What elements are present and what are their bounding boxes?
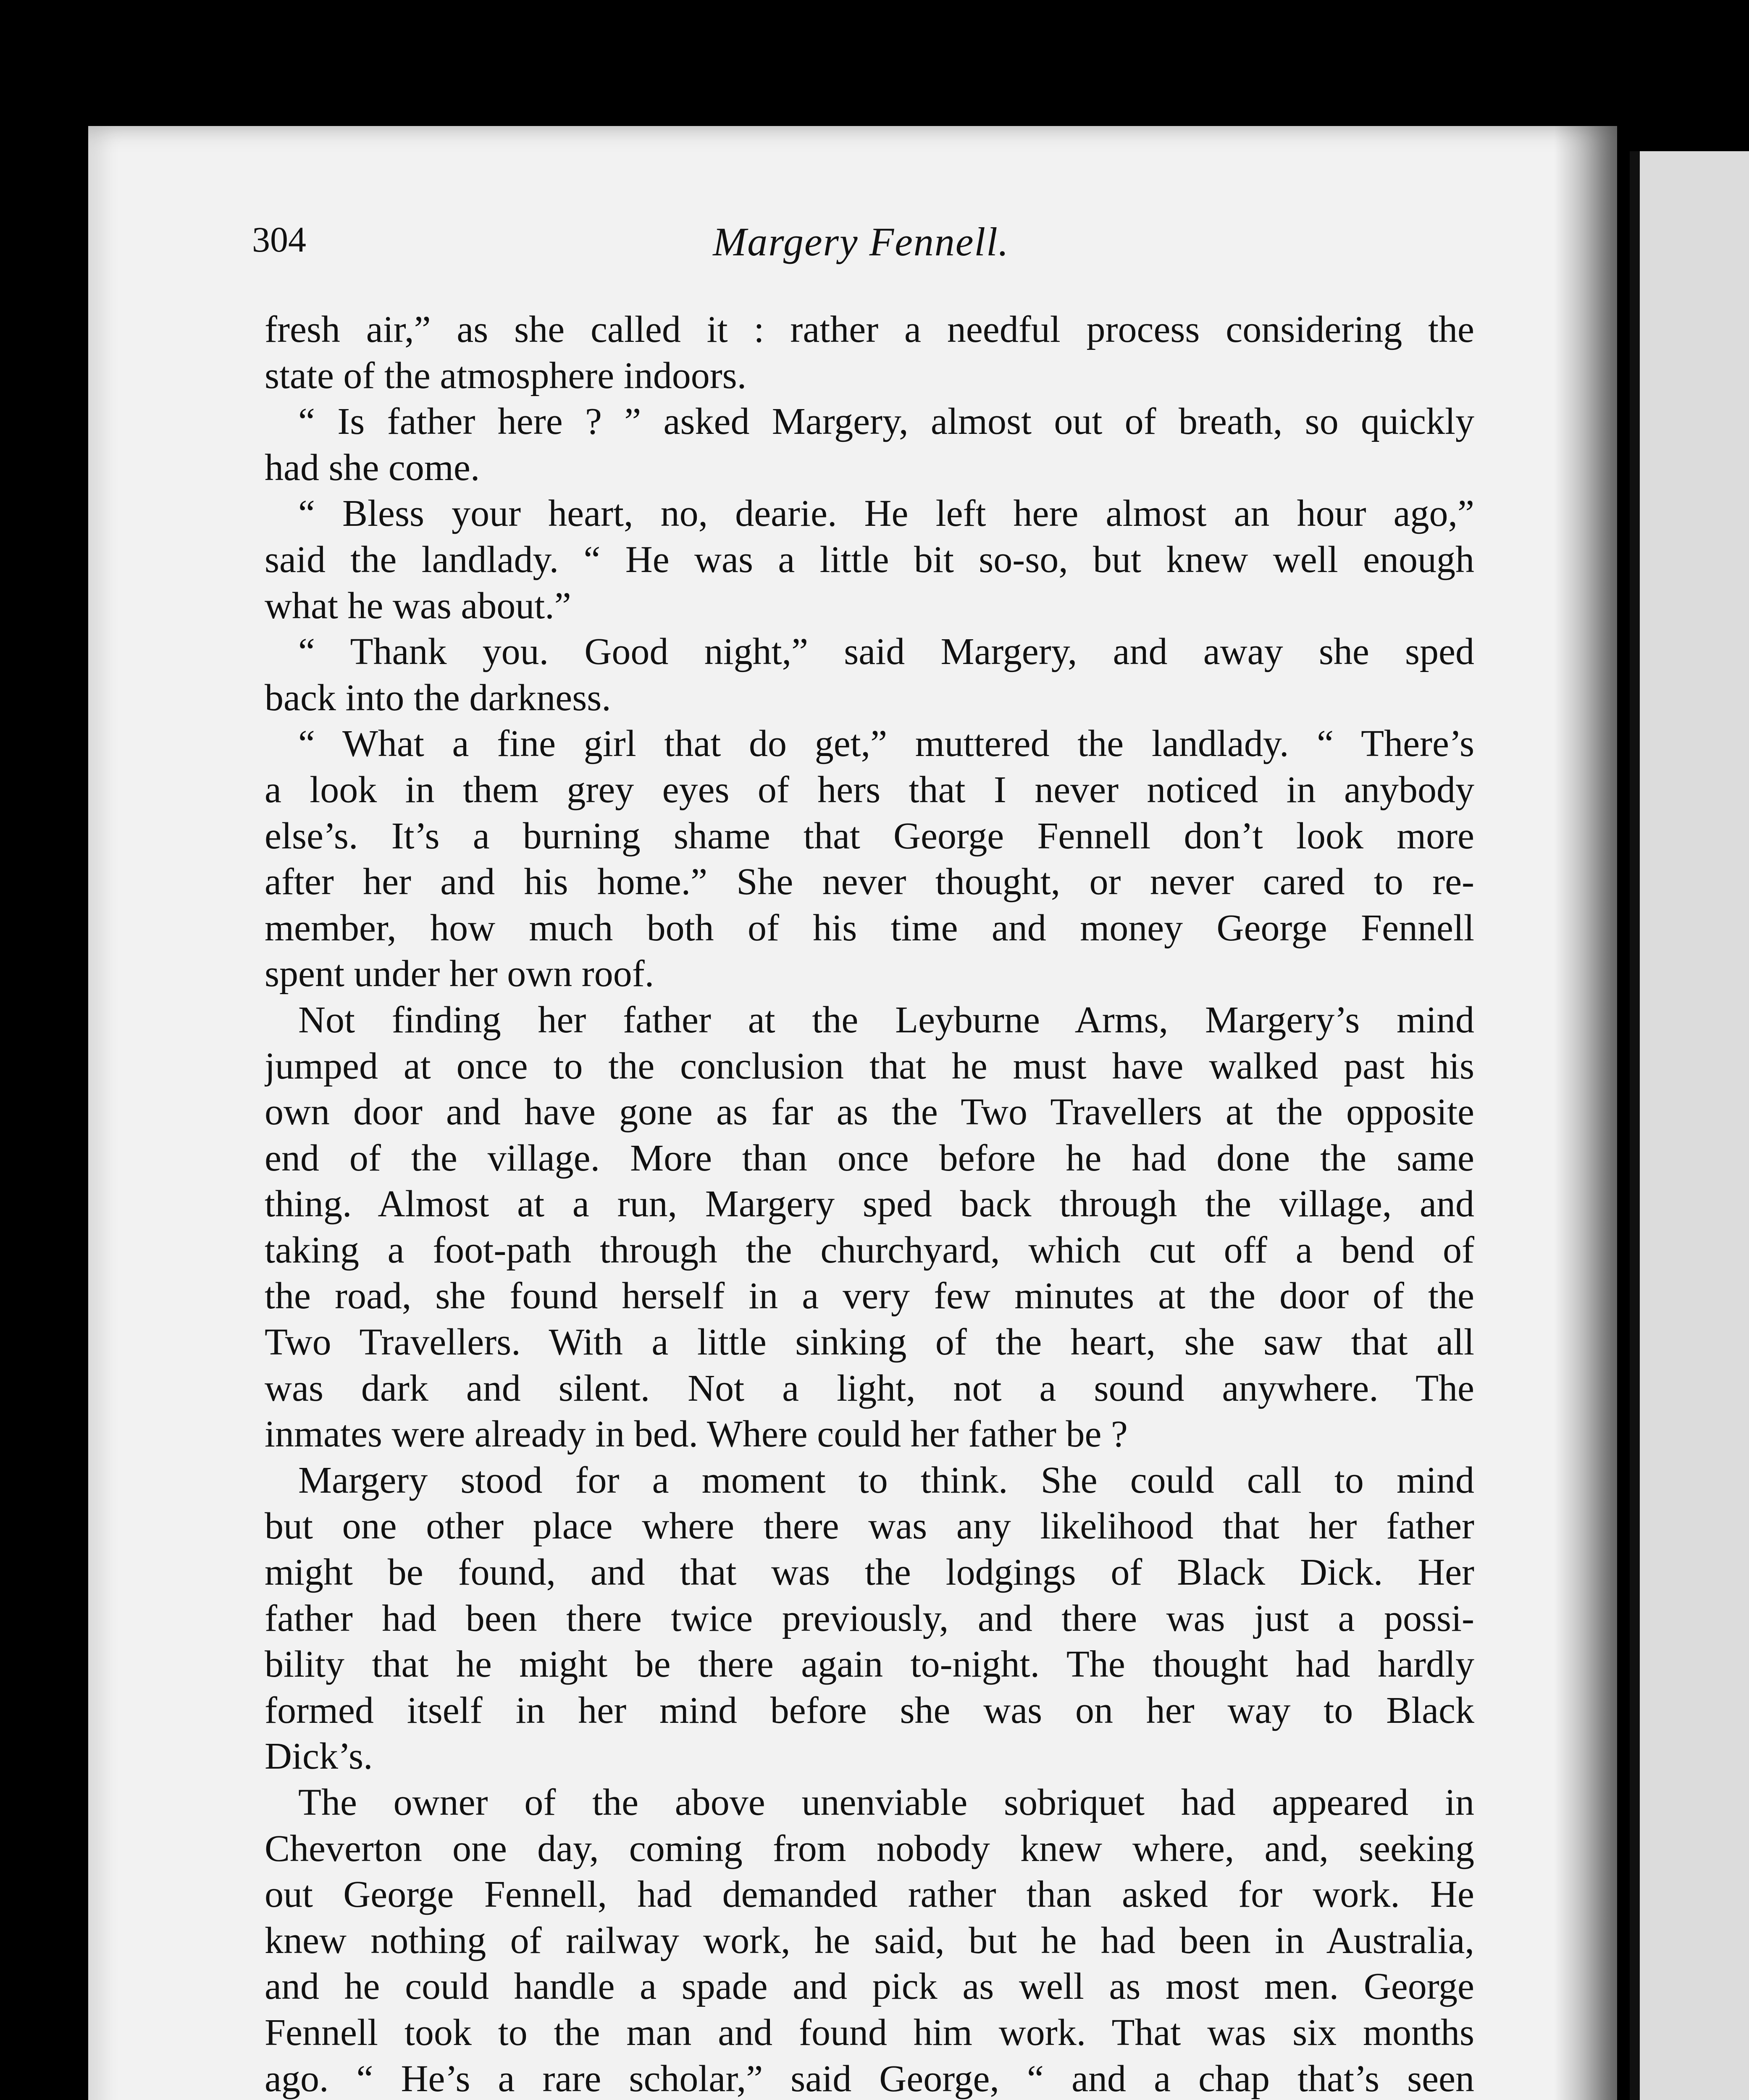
text-line: “ What a fine girl that do get,” muttered the landlady. “ There’s — [298, 723, 1474, 765]
text-line: else’s. It’s a burning shame that George Fennell don’t look more — [265, 815, 1474, 857]
text-line: state of the atmosphere indoors. — [265, 354, 747, 396]
text-line: end of the village. More than once before he had done the same — [265, 1137, 1474, 1179]
text-line: and he could handle a spade and pick as well as most men. George — [265, 1966, 1474, 2008]
text-line: knew nothing of railway work, he said, but he had been in Australia, — [265, 1919, 1474, 1961]
text-line: bility that he might be there again to-night. The thought had hardly — [265, 1643, 1474, 1685]
text-line: a look in them grey eyes of hers that I never noticed in anybody — [265, 769, 1474, 811]
text-line: out George Fennell, had demanded rather than asked for work. He — [265, 1874, 1474, 1916]
text-line: was dark and silent. Not a light, not a sound anywhere. The — [265, 1367, 1474, 1409]
text-line: might be found, and that was the lodgings of Black Dick. Her — [265, 1551, 1474, 1593]
facing-page-edge — [1630, 151, 1749, 2100]
text-line: fresh air,” as she called it : rather a needful process considering the — [265, 309, 1474, 350]
text-line: member, how much both of his time and money George Fennell — [265, 907, 1474, 949]
text-line: thing. Almost at a run, Margery sped back through the village, and — [265, 1183, 1474, 1225]
text-line: had she come. — [265, 446, 480, 488]
running-title: Margery Fennell. — [713, 219, 1009, 264]
text-line: Dick’s. — [265, 1735, 373, 1777]
text-line: Two Travellers. With a little sinking of the heart, she saw that all — [265, 1321, 1474, 1363]
text-line: “ Thank you. Good night,” said Margery, and away she sped — [298, 631, 1474, 673]
text-line: inmates were already in bed. Where could her father be ? — [265, 1413, 1128, 1455]
text-line: Cheverton one day, coming from nobody knew where, and, seeking — [265, 1827, 1474, 1869]
text-line: what he was about.” — [265, 585, 571, 627]
gutter-shadow — [1554, 126, 1630, 2100]
text-line: the road, she found herself in a very few minutes at the door of the — [265, 1275, 1474, 1317]
text-line: The owner of the above unenviable sobriquet had appeared in — [298, 1782, 1474, 1823]
running-head — [252, 218, 1470, 265]
text-line: Fennell took to the man and found him work. That was six months — [265, 2011, 1474, 2053]
text-line: formed itself in her mind before she was on her way to Black — [265, 1689, 1474, 1731]
scan-border — [0, 0, 88, 2100]
text-line: after her and his home.” She never thought, or never cared to re- — [265, 861, 1474, 903]
text-line: father had been there twice previously, and there was just a possi- — [265, 1597, 1474, 1639]
text-line: “ Bless your heart, no, dearie. He left here almost an hour ago,” — [298, 493, 1474, 535]
text-line: ago. “ He’s a rare scholar,” said George, “ and a chap that’s seen — [265, 2058, 1474, 2100]
body-text — [265, 307, 1474, 2100]
text-line: jumped at once to the conclusion that he must have walked past his — [265, 1045, 1474, 1087]
text-line: said the landlady. “ He was a little bit so-so, but knew well enough — [265, 538, 1474, 580]
text-line: “ Is father here ? ” asked Margery, almost out of breath, so quickly — [298, 401, 1474, 443]
text-line: taking a foot-path through the churchyard, which cut off a bend of — [265, 1229, 1474, 1271]
text-line: Margery stood for a moment to think. She could call to mind — [298, 1459, 1474, 1501]
text-line: Not finding her father at the Leyburne Arms, Margery’s mind — [298, 999, 1474, 1041]
text-line: but one other place where there was any likelihood that her father — [265, 1505, 1474, 1547]
text-line: back into the darkness. — [265, 677, 611, 719]
page-number: 304 — [252, 219, 306, 260]
text-line: spent under her own roof. — [265, 953, 654, 995]
text-line: own door and have gone as far as the Two Travellers at the opposite — [265, 1091, 1474, 1133]
